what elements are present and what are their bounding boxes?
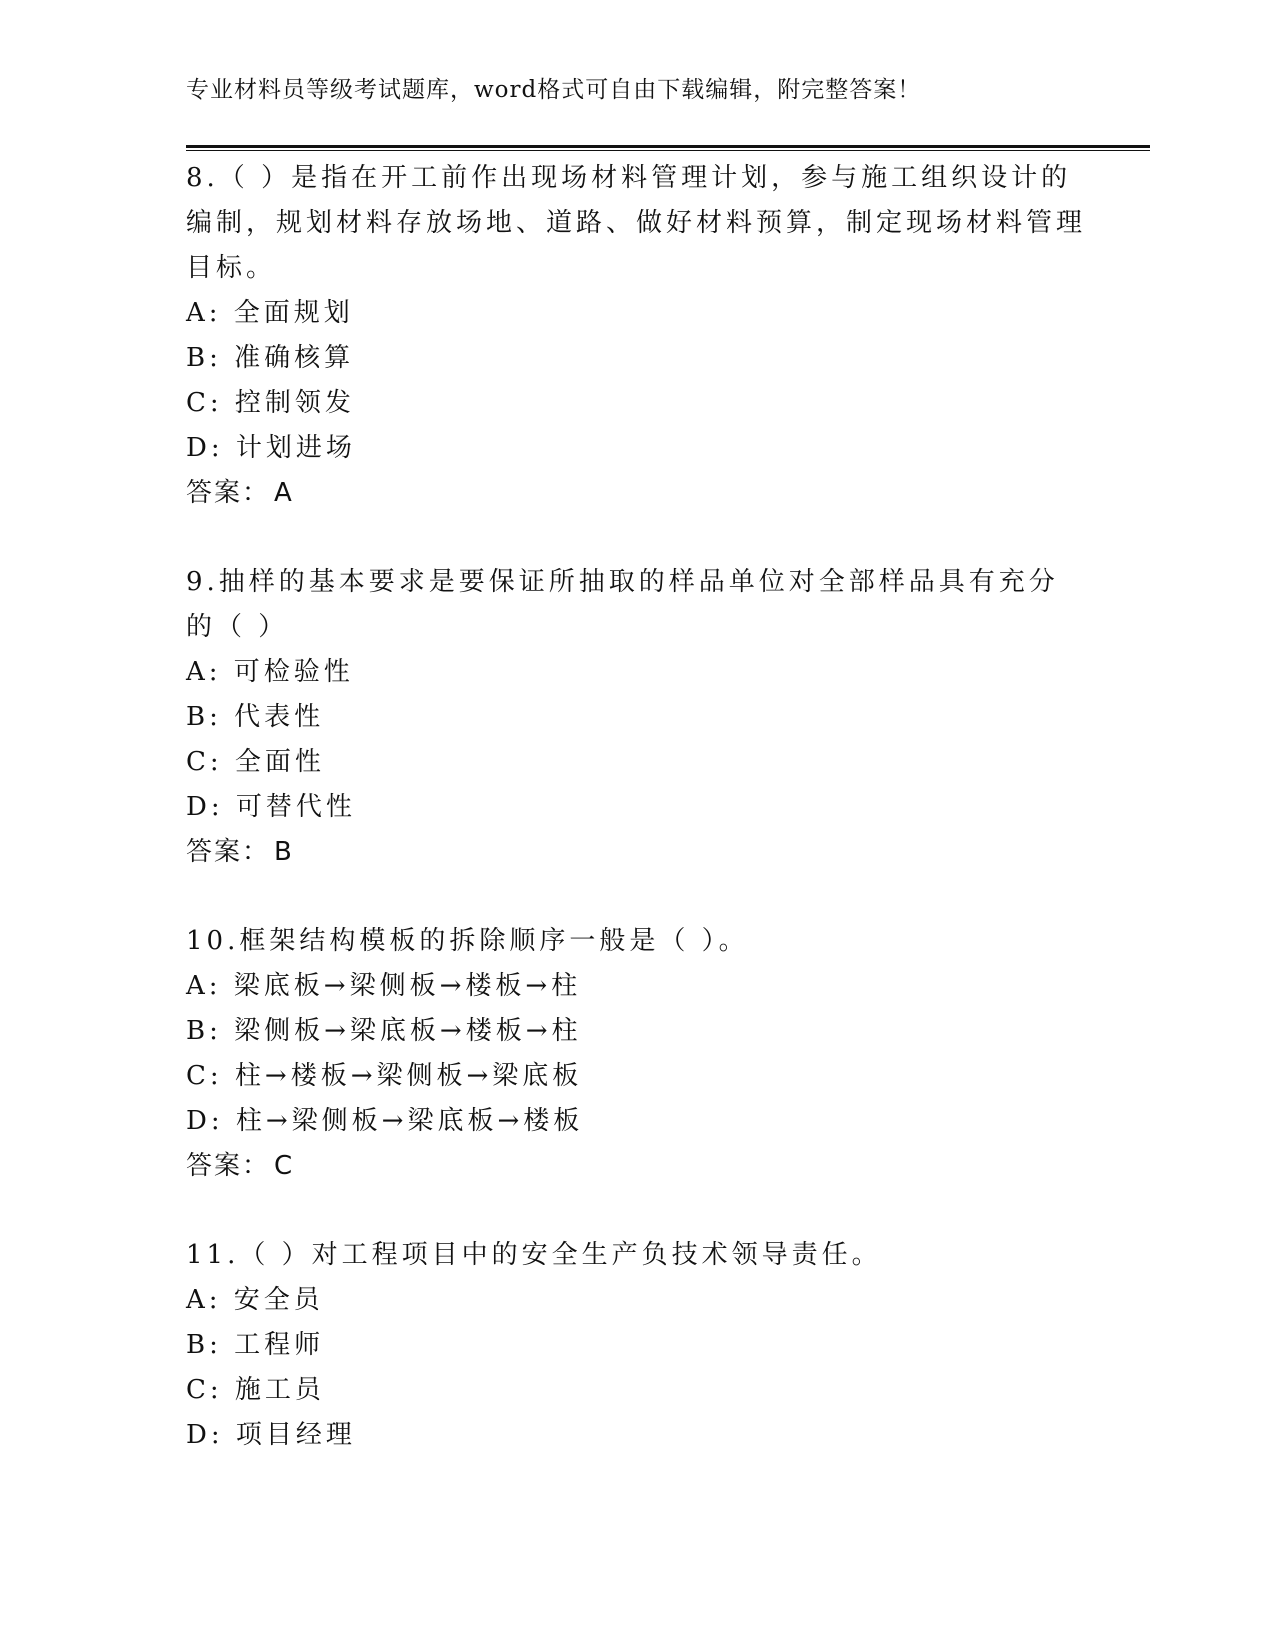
question-stem: 11.（ ）对工程项目中的安全生产负技术领导责任。 [186, 1240, 882, 1270]
answer-label: 答案： [186, 1151, 271, 1181]
answer-label: 答案： [186, 837, 271, 867]
option-c: C: 控制领发 [186, 388, 355, 418]
option-a: A: 梁底板→梁侧板→楼板→柱 [186, 971, 582, 1001]
question-stem: 9.抽样的基本要求是要保证所抽取的样品单位对全部样品具有充分的（ ） [186, 567, 1059, 642]
question-stem: 10.框架结构模板的拆除顺序一般是（ ）。 [186, 926, 749, 956]
page-header: 专业材料员等级考试题库，word格式可自由下载编辑，附完整答案！ [186, 77, 922, 103]
option-b: B: 梁侧板→梁底板→楼板→柱 [186, 1016, 582, 1046]
option-b: B: 工程师 [186, 1330, 325, 1360]
question-list [186, 156, 1086, 1502]
option-b: B: 准确核算 [186, 343, 355, 373]
answer-line [186, 1144, 1086, 1189]
option-c: C: 施工员 [186, 1375, 325, 1405]
answer-value: C [274, 1151, 295, 1181]
option-c: C: 全面性 [186, 747, 325, 777]
answer-label: 答案： [186, 478, 271, 508]
question-10 [186, 919, 1086, 1189]
option-d: D: 可替代性 [186, 792, 356, 822]
option-c: C: 柱→楼板→梁侧板→梁底板 [186, 1061, 583, 1091]
option-a: A: 安全员 [186, 1285, 324, 1315]
option-b: B: 代表性 [186, 702, 325, 732]
question-stem: 8.（ ）是指在开工前作出现场材料管理计划，参与施工组织设计的编制，规划材料存放场地、道路、做好材料预算，制定现场材料管理目标。 [186, 163, 1087, 283]
answer-value: A [274, 478, 294, 508]
option-d: D: 柱→梁侧板→梁底板→楼板 [186, 1106, 584, 1136]
answer-value: B [274, 837, 294, 867]
option-a: A: 全面规划 [186, 298, 354, 328]
option-d: D: 计划进场 [186, 433, 356, 463]
question-8 [186, 156, 1086, 516]
question-11 [186, 1233, 1086, 1458]
answer-line [186, 830, 1086, 875]
answer-line [186, 471, 1086, 516]
header-rule [186, 145, 1150, 151]
question-9 [186, 560, 1086, 875]
option-a: A: 可检验性 [186, 657, 354, 687]
option-d: D: 项目经理 [186, 1420, 356, 1450]
